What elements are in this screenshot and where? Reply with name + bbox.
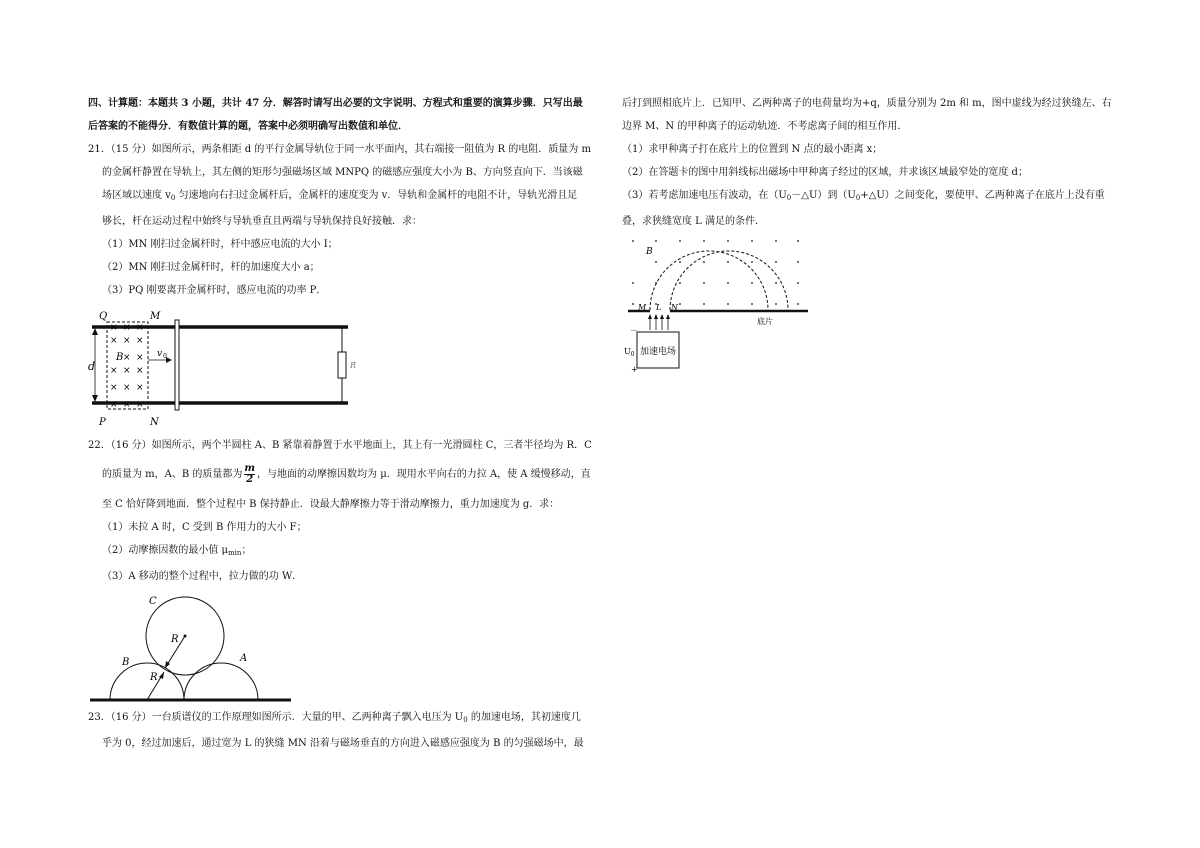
q22-cylinder-diagram bbox=[88, 595, 293, 707]
q21-label-N: N bbox=[150, 417, 159, 426]
q21-line3: 场区域以速度 $v_0$ 匀速地向右扫过金属杆后，金属杆的速度变为 v．导轨和金属杆的电阻不计，导轨光滑且足 bbox=[102, 190, 578, 202]
section-heading-line1: 四、计算题：本题共 3 小题，共计 47 分．解答时请写出必要的文字说明、方程式和重要的演算步骤．只写出最 bbox=[88, 98, 583, 109]
svg-text:+: + bbox=[631, 365, 638, 374]
q23-r2: 边界 M、N 的甲种离子的运动轨迹．不考虑离子间的相互作用． bbox=[622, 121, 908, 132]
q22-line3: 至 C 恰好降到地面．整个过程中 B 保持静止．设最大静摩擦力等于滑动摩擦力，重力加速度为 g．求： bbox=[102, 499, 560, 510]
q23-r6: 叠，求狭缝宽度 L 满足的条件． bbox=[622, 216, 765, 227]
q22-label-A: A bbox=[240, 653, 248, 664]
q23-mass-spectrometer-diagram bbox=[618, 230, 818, 378]
q23-label-field: 加速电场 bbox=[640, 347, 677, 357]
svg-text:×: × bbox=[123, 383, 131, 393]
q21-resistor bbox=[338, 352, 346, 378]
svg-text:×: × bbox=[123, 323, 131, 333]
q23-label-N: N bbox=[671, 303, 678, 312]
q22-label-C: C bbox=[149, 596, 157, 607]
q21-rail-diagram bbox=[86, 308, 366, 426]
q21-label-d: d bbox=[88, 360, 96, 373]
q21-label-R: R bbox=[350, 361, 357, 370]
svg-text:×: × bbox=[123, 400, 131, 410]
q23-label-film: 底片 bbox=[757, 317, 773, 326]
q22-label-R-upper: R bbox=[171, 634, 179, 645]
q23-line1: 23．（16 分）一台质谱仪的工作原理如图所示．大量的甲、乙两种离子飘入电压为 $U_0$ 的加速电场，其初速度几 bbox=[88, 712, 581, 724]
q22-label-B: B bbox=[122, 657, 130, 668]
q23-trajectory-N bbox=[670, 251, 788, 310]
svg-text:×: × bbox=[136, 336, 144, 346]
q23-label-B: B bbox=[646, 247, 653, 257]
q21-line2: 的金属杆静置在导轨上，其左侧的矩形匀强磁场区域 MNPQ 的磁感应强度大小为 B、方向竖直向下．当该磁 bbox=[102, 167, 583, 178]
q21-line4: 够长，杆在运动过程中始终与导轨垂直且两端与导轨保持良好接触．求： bbox=[102, 216, 422, 227]
svg-text:×: × bbox=[136, 383, 144, 393]
q23-trajectory-M bbox=[650, 251, 768, 310]
q22-sub1: （1）未拉 A 时，C 受到 B 作用力的大小 F； bbox=[102, 522, 307, 533]
svg-text:×: × bbox=[123, 336, 131, 346]
svg-text:×: × bbox=[136, 366, 144, 376]
q23-line2: 乎为 0，经过加速后，通过宽为 L 的狭缝 MN 沿着与磁场垂直的方向进入磁感应强度为 B 的匀强磁场中，最 bbox=[102, 738, 584, 749]
section-heading-line2: 后答案的不能得分．有数值计算的题，答案中必须明确写出数值和单位． bbox=[88, 121, 408, 132]
q21-label-P: P bbox=[99, 417, 106, 426]
q23-r5: （3）若考虑加速电压有波动，在$(U_0-\triangle U)$到$(U_0+\triangle U)$之间变化，要使甲、乙两种离子在底片上没有重 bbox=[622, 190, 1105, 202]
q21-sub2: （2）MN 刚扫过金属杆时，杆的加速度大小 a； bbox=[102, 262, 320, 273]
q23-r1: 后打到照相底片上．已知甲、乙两种离子的电荷量均为+q，质量分别为 2m 和 m，图中虚线为经过狭缝左、右 bbox=[622, 98, 1112, 109]
q21-label-B: B bbox=[116, 352, 124, 363]
left-column bbox=[88, 92, 593, 302]
svg-text:×: × bbox=[123, 366, 131, 376]
q22-half-cylinder-A bbox=[184, 663, 258, 700]
svg-text:×: × bbox=[136, 323, 144, 333]
q22-line1: 22．（16 分）如图所示，两个半圆柱 A、B 紧靠着静置于水平地面上，其上有一光滑圆柱 C，三者半径均为 R．C bbox=[88, 440, 592, 451]
q22-label-R-lower: R bbox=[150, 672, 158, 683]
q23-r3: （1）求甲种离子打在底片上的位置到 N 点的最小距离 x； bbox=[622, 144, 883, 155]
svg-text:0: 0 bbox=[163, 353, 167, 360]
svg-text:×: × bbox=[110, 336, 118, 346]
svg-text:×: × bbox=[123, 353, 131, 363]
svg-text:×: × bbox=[110, 366, 118, 376]
svg-text:－: － bbox=[630, 326, 638, 335]
svg-text:×: × bbox=[110, 400, 118, 410]
q22-line2: 的质量为 m，A、B 的质量都为 $\frac{m}{2}$ ，与地面的动摩擦因数均为 μ．现用水平向右的力拉 A，使 A 缓慢移动，直 bbox=[102, 463, 591, 485]
right-column bbox=[622, 92, 1127, 233]
q22-block bbox=[88, 434, 593, 588]
q21-label-Q: Q bbox=[99, 311, 108, 322]
svg-text:×: × bbox=[136, 400, 144, 410]
q21-label-v: v bbox=[157, 349, 163, 359]
svg-text:×: × bbox=[110, 323, 118, 333]
q23-r4: （2）在答题卡的图中用斜线标出磁场中甲种离子经过的区域，并求该区域最窄处的宽度 d； bbox=[622, 167, 1028, 178]
q23-label-L: L bbox=[656, 303, 662, 312]
q23-label-M: M bbox=[638, 303, 647, 312]
q21-sub3: （3）PQ 刚要离开金属杆时，感应电流的功率 P． bbox=[102, 285, 327, 296]
q22-sub3: （3）A 移动的整个过程中，拉力做的功 W． bbox=[102, 571, 303, 582]
q23-block-left bbox=[88, 706, 593, 755]
q23-magnetic-field-dots bbox=[632, 240, 799, 305]
q22-sub2: （2）动摩擦因数的最小值 $\mu_{min}$； bbox=[102, 545, 252, 557]
svg-text:×: × bbox=[136, 353, 144, 363]
q21-metal-rod bbox=[175, 320, 179, 410]
q21-sub1: （1）MN 刚扫过金属杆时，杆中感应电流的大小 I； bbox=[102, 239, 338, 250]
q23-label-U0: $U_0$ bbox=[624, 347, 635, 358]
q21-label-M: M bbox=[150, 311, 161, 322]
q23-ion-arrows bbox=[650, 316, 668, 330]
svg-text:×: × bbox=[110, 383, 118, 393]
q22-half-cylinder-B bbox=[110, 663, 184, 700]
q21-line1: 21．（15 分）如图所示，两条相距 d 的平行金属导轨位于同一水平面内，其右端接一阻值为 R 的电阻．质量为 m bbox=[88, 144, 591, 155]
